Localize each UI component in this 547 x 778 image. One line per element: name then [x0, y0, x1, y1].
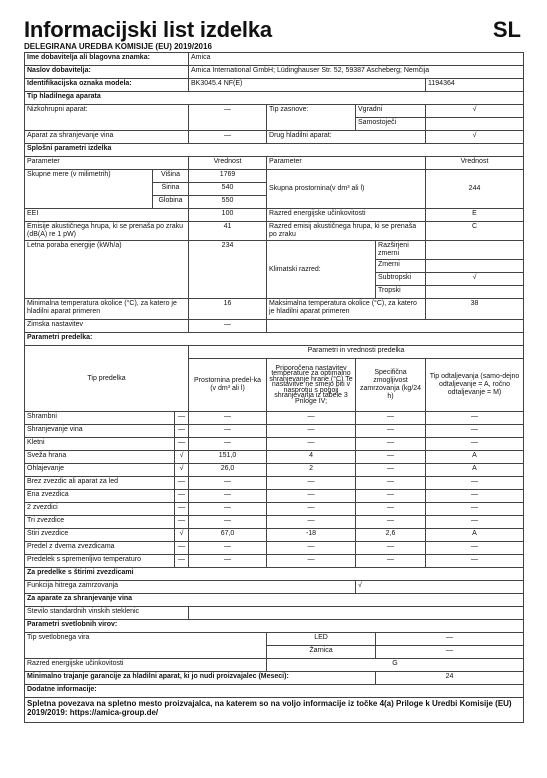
- supplier-address-label: Naslov dobavitelja:: [25, 66, 189, 79]
- climate-value: [426, 286, 524, 299]
- compartment-temp: —: [267, 477, 356, 490]
- compartment-vol: —: [189, 490, 267, 503]
- model-label: Identifikacijska oznaka modela:: [25, 79, 189, 92]
- built-in-label: Vgradni: [356, 105, 426, 118]
- compartment-name: Shranjevanje vina: [25, 425, 175, 438]
- compartment-temp: —: [267, 555, 356, 568]
- compartment-defrost: A: [426, 451, 524, 464]
- energy-class-label: Razred energijske učinkovitosti: [267, 209, 426, 222]
- defrost-header: Tip odtaljevanja (samo-dejno odtaljevanje = A, ročno odtaljevanje = M): [426, 359, 524, 412]
- compartment-row: [25, 555, 524, 568]
- height-value: 1769: [189, 170, 267, 183]
- min-temp-value: 16: [189, 299, 267, 320]
- noise-value: 41: [189, 222, 267, 241]
- compartment-present: —: [175, 425, 189, 438]
- compartment-row: [25, 412, 524, 425]
- compartment-row: [25, 490, 524, 503]
- general-heading: Splošni parametri izdelka: [25, 144, 524, 157]
- annual-energy-label: Letna poraba energije (kWh/a): [25, 241, 189, 299]
- freestanding-label: Samostoječi: [356, 118, 426, 131]
- annual-energy-value: 234: [189, 241, 267, 299]
- compartment-defrost: A: [426, 529, 524, 542]
- climate-value: [426, 260, 524, 273]
- appliance-type-heading: Tip hladilnega aparata: [25, 92, 524, 105]
- compartment-defrost: —: [426, 425, 524, 438]
- compartment-name: 2 zvezdici: [25, 503, 175, 516]
- freestanding-value: [426, 118, 524, 131]
- light-class-label: Razred energijske učinkovitosti: [25, 659, 267, 672]
- compartment-freeze: 2,6: [356, 529, 426, 542]
- freezing-capacity-header: Specifična zmogljivost zamrzovanja (kg/24 h): [356, 359, 426, 412]
- bulb-value: —: [376, 646, 524, 659]
- climate-label: Klimatski razred:: [267, 241, 376, 299]
- warranty-value: 24: [376, 672, 524, 685]
- empty-cell: [267, 320, 524, 333]
- width-label: Širina: [153, 183, 189, 196]
- compartments-heading: Parametri predelka:: [25, 333, 524, 346]
- compartment-name: Ena zvezdica: [25, 490, 175, 503]
- compartment-name: Ohlajevanje: [25, 464, 175, 477]
- low-noise-label: Nizkohrupni aparat:: [25, 105, 189, 131]
- compartment-row: [25, 425, 524, 438]
- volume-header: Prostornina predel-ka (v dm³ ali l): [189, 359, 267, 412]
- compartment-freeze: —: [356, 451, 426, 464]
- compartment-defrost: —: [426, 555, 524, 568]
- compartment-defrost: —: [426, 503, 524, 516]
- compartment-type-header: Tip predelka: [25, 346, 189, 412]
- low-noise-value: —: [189, 105, 267, 131]
- supplier-name-label: Ime dobavitelja ali blagovna znamka:: [25, 53, 189, 66]
- total-volume-label: Skupna prostornina(v dm³ ali l): [267, 170, 426, 209]
- winter-setting-value: —: [189, 320, 267, 333]
- climate-class: Razširjeni zmerni: [376, 241, 426, 260]
- total-volume-value: 244: [426, 170, 524, 209]
- compartment-temp: —: [267, 412, 356, 425]
- compartment-name: Kletni: [25, 438, 175, 451]
- compartment-name: Sveža hrana: [25, 451, 175, 464]
- compartment-freeze: —: [356, 490, 426, 503]
- supplier-address: Amica International GmbH; Lüdinghauser Str. 52, 59387 Ascheberg; Nemčija: [189, 66, 524, 79]
- compartment-present: √: [175, 529, 189, 542]
- fast-freeze-label: Funkcija hitrega zamrzovanja: [25, 581, 356, 594]
- compartment-vol: —: [189, 555, 267, 568]
- compartment-temp: —: [267, 503, 356, 516]
- model-code: 1194364: [426, 79, 524, 92]
- compartment-temp: —: [267, 425, 356, 438]
- min-temp-label: Minimalna temperatura okolice (°C), za katero je hladilni aparat primeren: [25, 299, 189, 320]
- value-header-2: Vrednost: [426, 157, 524, 170]
- compartment-freeze: —: [356, 542, 426, 555]
- lighting-heading: Parametri svetlobnih virov:: [25, 620, 524, 633]
- energy-class-value: E: [426, 209, 524, 222]
- compartment-freeze: —: [356, 477, 426, 490]
- param-header-2: Parameter: [267, 157, 426, 170]
- noise-class-value: C: [426, 222, 524, 241]
- compartment-name: Shrambni: [25, 412, 175, 425]
- compartment-vol: 151,0: [189, 451, 267, 464]
- bulb-label: Žarnica: [267, 646, 376, 659]
- climate-class: Tropski: [376, 286, 426, 299]
- compartment-row: [25, 503, 524, 516]
- compartment-vol: —: [189, 477, 267, 490]
- height-label: Višina: [153, 170, 189, 183]
- param-header: Parameter: [25, 157, 189, 170]
- compartment-present: —: [175, 490, 189, 503]
- compartment-defrost: —: [426, 438, 524, 451]
- led-value: —: [376, 633, 524, 646]
- compartment-temp: —: [267, 516, 356, 529]
- additional-info-heading: Dodatne informacije:: [25, 685, 524, 698]
- compartment-defrost: —: [426, 490, 524, 503]
- light-class-value: G: [267, 659, 524, 672]
- compartment-vol: 26,0: [189, 464, 267, 477]
- model-id: BK3045.4 NF(E): [189, 79, 426, 92]
- climate-value: [426, 241, 524, 260]
- wine-bottles-label: Število standardnih vinskih steklenic: [25, 607, 189, 620]
- compartment-freeze: —: [356, 516, 426, 529]
- compartment-name: Štiri zvezdice: [25, 529, 175, 542]
- climate-class: Subtropski: [376, 273, 426, 286]
- compartment-present: √: [175, 451, 189, 464]
- compartment-present: —: [175, 438, 189, 451]
- wine-bottles-value: [189, 607, 524, 620]
- language-code: SL: [492, 17, 521, 42]
- compartment-row: [25, 451, 524, 464]
- compartment-present: —: [175, 503, 189, 516]
- compartment-vol: —: [189, 438, 267, 451]
- compartment-freeze: —: [356, 425, 426, 438]
- compartment-params-header: Parametri in vrednosti predelka: [189, 346, 524, 359]
- compartment-temp: 2: [267, 464, 356, 477]
- climate-class: Zmerni: [376, 260, 426, 273]
- fiche-table: [24, 52, 524, 723]
- compartment-row: [25, 516, 524, 529]
- additional-info-text: Spletna povezava na spletno mesto proizvajalca, na katerem so na voljo informacije iz točke 4(a) Priloge k Uredbi Komisije (EU) 2019/2019: https://amica-group.de/: [25, 698, 524, 723]
- compartment-present: —: [175, 477, 189, 490]
- other-appliance-value: √: [426, 131, 524, 144]
- compartment-name: Tri zvezdice: [25, 516, 175, 529]
- compartment-present: —: [175, 542, 189, 555]
- noise-class-label: Razred emisij akustičnega hrupa, ki se prenaša po zraku: [267, 222, 426, 241]
- compartment-vol: —: [189, 542, 267, 555]
- eei-label: EEI: [25, 209, 189, 222]
- compartment-vol: 67,0: [189, 529, 267, 542]
- design-type-label: Tip zasnove:: [267, 105, 356, 131]
- compartment-defrost: —: [426, 412, 524, 425]
- noise-label: Emisije akustičnega hrupa, ki se prenaša po zraku (dB(A) re 1 pW): [25, 222, 189, 241]
- depth-label: Globina: [153, 196, 189, 209]
- other-appliance-label: Drug hladilni aparat:: [267, 131, 426, 144]
- width-value: 540: [189, 183, 267, 196]
- depth-value: 550: [189, 196, 267, 209]
- eei-value: 100: [189, 209, 267, 222]
- compartment-vol: —: [189, 412, 267, 425]
- compartment-temp: —: [267, 542, 356, 555]
- compartment-present: —: [175, 555, 189, 568]
- compartment-freeze: —: [356, 464, 426, 477]
- compartment-vol: —: [189, 503, 267, 516]
- compartment-defrost: —: [426, 477, 524, 490]
- compartment-present: —: [175, 516, 189, 529]
- compartment-row: [25, 542, 524, 555]
- compartment-defrost: —: [426, 516, 524, 529]
- max-temp-label: Maksimalna temperatura okolice (°C), za katero je hladilni aparat primeren: [267, 299, 426, 320]
- built-in-value: √: [426, 105, 524, 118]
- compartment-defrost: —: [426, 542, 524, 555]
- max-temp-value: 38: [426, 299, 524, 320]
- compartment-row: [25, 438, 524, 451]
- compartment-row: [25, 529, 524, 542]
- page-title: Informacijski list izdelka: [24, 17, 272, 42]
- compartment-name: Predelek s spremenljivo temperaturo: [25, 555, 175, 568]
- compartment-name: Brez zvezdic ali aparat za led: [25, 477, 175, 490]
- compartment-temp: 4: [267, 451, 356, 464]
- compartment-freeze: —: [356, 412, 426, 425]
- winter-setting-label: Zimska nastavitev: [25, 320, 189, 333]
- compartment-temp: —: [267, 490, 356, 503]
- fast-freeze-value: √: [356, 581, 524, 594]
- climate-value: √: [426, 273, 524, 286]
- supplier-name: Amica: [189, 53, 524, 66]
- four-star-heading: Za predelke s štirimi zvezdicami: [25, 568, 524, 581]
- compartment-row: [25, 477, 524, 490]
- compartment-name: Predel z dvema zvezdicama: [25, 542, 175, 555]
- compartment-freeze: —: [356, 503, 426, 516]
- regulation-heading: DELEGIRANA UREDBA KOMISIJE (EU) 2019/2016: [24, 42, 212, 51]
- compartment-freeze: —: [356, 555, 426, 568]
- compartment-row: [25, 464, 524, 477]
- compartment-freeze: —: [356, 438, 426, 451]
- wine-appliance-value: —: [189, 131, 267, 144]
- dimensions-label: Skupne mere (v milimetrih): [25, 170, 153, 209]
- warranty-label: Minimalno trajanje garancije za hladilni aparat, ki jo nudi proizvajalec (Meseci):: [25, 672, 376, 685]
- compartment-temp: -18: [267, 529, 356, 542]
- compartment-temp: —: [267, 438, 356, 451]
- compartment-vol: —: [189, 425, 267, 438]
- compartment-rows: [25, 412, 524, 568]
- wine-appliance-label: Aparat za shranjevanje vina: [25, 131, 189, 144]
- temperature-header: Priporočena nastavitev temperature za optimalno shranjevanje hrane (°C) Te nastavitve ne smejo biti v nasprotju s pogoji shranjevanja iz tabele 3 Priloge IV;: [267, 359, 356, 412]
- product-fiche: [24, 18, 523, 723]
- wine-appliance-heading: Za aparate za shranjevanje vina: [25, 594, 524, 607]
- compartment-present: √: [175, 464, 189, 477]
- light-source-label: Tip svetlobnega vira: [25, 633, 267, 659]
- value-header: Vrednost: [189, 157, 267, 170]
- led-label: LED: [267, 633, 376, 646]
- compartment-present: —: [175, 412, 189, 425]
- compartment-vol: —: [189, 516, 267, 529]
- compartment-defrost: A: [426, 464, 524, 477]
